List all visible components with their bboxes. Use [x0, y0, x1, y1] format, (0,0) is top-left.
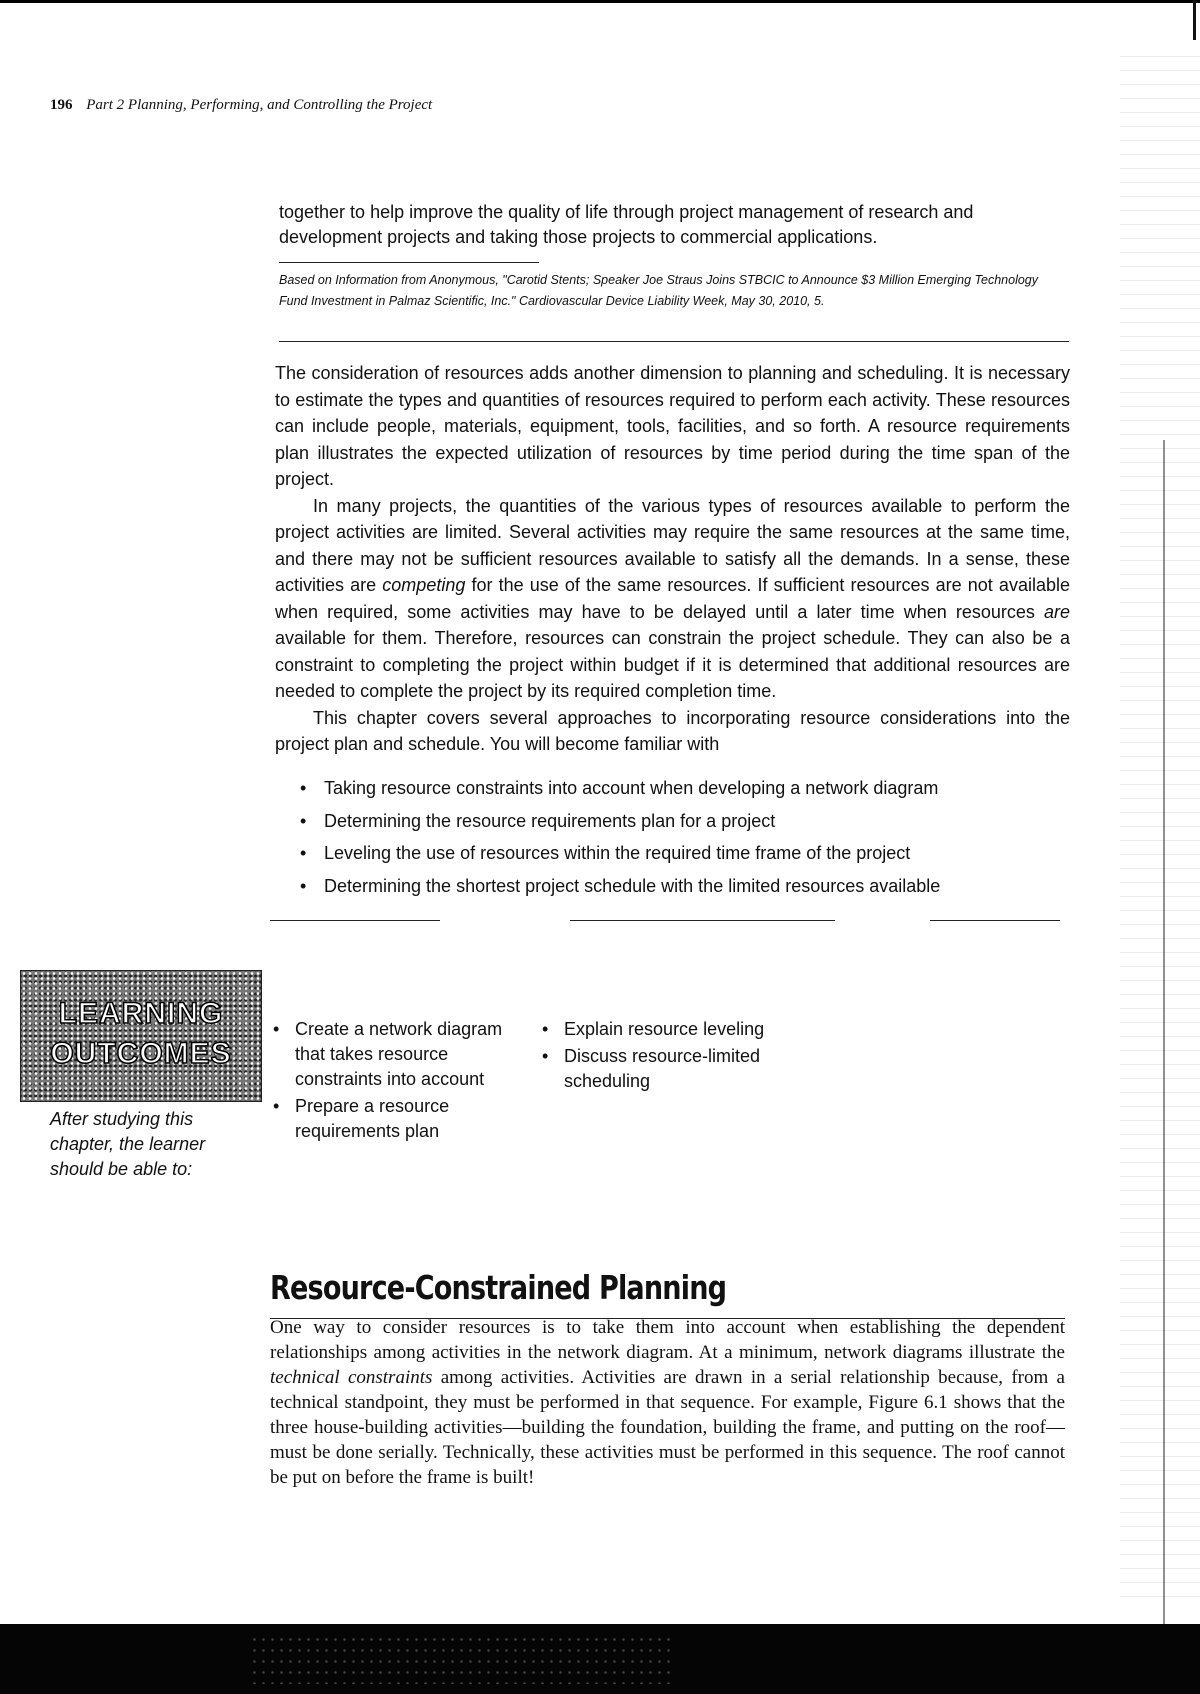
- section-paragraph: [270, 1315, 1065, 1490]
- list-item: • Explain resource leveling: [542, 1017, 792, 1042]
- scan-top-border: [0, 0, 1200, 3]
- emphasis-are: are: [1043, 601, 1070, 622]
- list-item: • Prepare a resource requirements plan: [273, 1094, 533, 1144]
- source-divider: [279, 262, 539, 263]
- body-paragraph-2-part-b: for the use of the same resources. If sufficient resources are not available when required, some activities may have to be delayed until a later time when resources: [275, 575, 1070, 622]
- source-bottom-rule: [279, 341, 1069, 342]
- scan-bottom-band: [0, 1624, 1200, 1694]
- running-head-text: Part 2 Planning, Performing, and Controlling the Project: [86, 97, 433, 113]
- list-item: • Leveling the use of resources within the required time frame of the project: [300, 837, 1060, 870]
- learning-outcomes-caption: After studying this chapter, the learner should be able to:: [50, 1109, 206, 1179]
- learning-outcomes-col-1: [273, 1017, 533, 1146]
- running-head: [50, 97, 432, 114]
- scan-edge-line: [1163, 440, 1165, 1640]
- body-paragraph-2: [275, 493, 1070, 705]
- list-item: • Determining the resource requirements plan for a project: [300, 805, 1060, 838]
- chapter-intro-body: [275, 360, 1070, 758]
- emphasis-competing: competing: [382, 575, 466, 595]
- learning-outcomes-badge: [20, 970, 262, 1102]
- emphasis-technical-constraints: technical constraints: [270, 1367, 433, 1388]
- divider-rule-right: [930, 920, 1060, 921]
- list-item: • Determining the shortest project schedule with the limited resources available: [300, 870, 1060, 903]
- section-paragraph-part-b: among activities. Activities are drawn in a serial relationship because, from a technical standpoint, they must be performed in that sequence. For example, Figure 6.1 shows that the three house-building activities—building the foundation, building the frame, and putting on the roof—must be done serially. Technically, these activities must be performed in this sequence. The roof cannot be put on before the frame is built!: [270, 1367, 1065, 1488]
- scan-corner-mark: [1193, 0, 1196, 40]
- source-citation: Based on Information from Anonymous, "Carotid Stents; Speaker Joe Straus Joins STBCIC to Announce $3 Million Emerging Technology Fund Investment in Palmaz Scientific, Inc." Cardiovascular Device Liability Week, May 30, 2010, 5.: [279, 273, 1038, 308]
- learning-outcomes-col-2: [542, 1017, 792, 1096]
- scan-grain: [250, 1634, 670, 1684]
- section-paragraph-part-a: One way to consider resources is to take them into account when establishing the dependent relationships among activities in the network diagram. At a minimum, network diagrams illustrate the: [270, 1317, 1065, 1363]
- list-item: • Discuss resource-limited scheduling: [542, 1044, 792, 1094]
- body-paragraph-1: The consideration of resources adds another dimension to planning and scheduling. It is necessary to estimate the types and quantities of resources required to perform each activity. These resources can include people, materials, equipment, tools, facilities, and so forth. A resource requirements plan illustrates the expected utilization of resources by time period during the time span of the project.: [275, 363, 1070, 489]
- list-item: • Create a network diagram that takes resource constraints into account: [273, 1017, 533, 1092]
- body-paragraph-2-part-c: available for them. Therefore, resources can constrain the project schedule. They can also be a constraint to completing the project within budget if it is determined that additional resources are needed to complete the project by its required completion time.: [275, 628, 1070, 701]
- page-number: 196: [50, 97, 73, 113]
- intro-paragraph: together to help improve the quality of life through project management of research and development projects and taking those projects to commercial applications.: [279, 202, 974, 247]
- divider-rule-middle: [570, 920, 835, 921]
- body-paragraph-3: This chapter covers several approaches to incorporating resource considerations into the project plan and schedule. You will become familiar with: [275, 707, 1070, 754]
- body-paragraph-2-part-a: In many projects, the quantities of the various types of resources available to perform the project activities are limited. Several activities may require the same resources at the same time, and there may not be sufficient resources available to satisfy all the demands. In a sense, these activities are: [275, 495, 1070, 595]
- scan-edge-noise: [1120, 50, 1200, 1610]
- section-body: [270, 1315, 1065, 1490]
- section-heading: Resource-Constrained Planning: [270, 1268, 727, 1307]
- learning-outcomes-title-line2: OUTCOMES: [50, 1037, 232, 1070]
- chapter-topics-list: [300, 772, 1060, 902]
- divider-rule-left: [270, 920, 440, 921]
- list-item: • Taking resource constraints into account when developing a network diagram: [300, 772, 1060, 805]
- learning-outcomes-title-line1: LEARNING: [58, 997, 224, 1030]
